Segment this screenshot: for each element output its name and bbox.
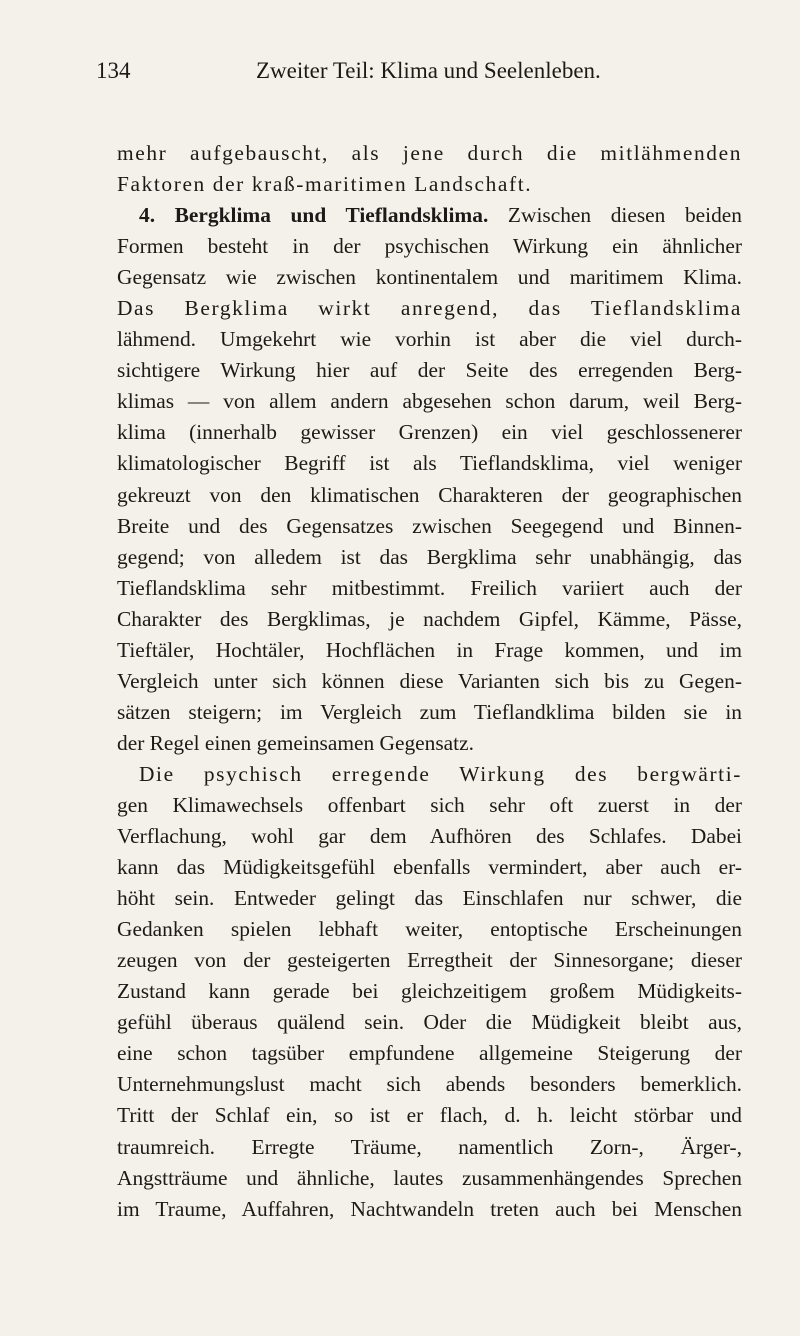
text-line: lähmend. Umgekehrt wie vorhin ist aber die viel durch-	[117, 327, 742, 352]
text-line: Charakter des Bergklimas, je nachdem Gipfel, Kämme, Pässe,	[117, 606, 742, 631]
text-line: Tritt der Schlaf ein, so ist er flach, d. h. leicht störbar und	[117, 1103, 742, 1128]
text-line: Faktoren der kraß-maritimen Landschaft.	[117, 172, 533, 197]
section-heading: 4. Bergklima und Tieflandsklima.	[139, 203, 489, 228]
page-number: 134	[96, 58, 131, 83]
text-line: höht sein. Entweder gelingt das Einschlafen nur schwer, die	[117, 886, 742, 911]
text-line: gekreuzt von den klimatischen Charakteren der geographischen	[117, 482, 742, 507]
text-line: Unternehmungslust macht sich abends besonders bemerklich.	[117, 1072, 742, 1097]
text-line: sätzen steigern; im Vergleich zum Tieflandklima bilden sie in	[117, 699, 742, 724]
text-line: gefühl überaus quälend sein. Oder die Müdigkeit bleibt aus,	[117, 1010, 742, 1035]
text-line: Tieflandsklima sehr mitbestimmt. Freilich variiert auch der	[117, 575, 742, 600]
text-line: im Traume, Auffahren, Nachtwandeln treten auch bei Menschen	[117, 1196, 742, 1221]
page-header	[96, 58, 736, 98]
text-line: gegend; von alledem ist das Bergklima sehr unabhängig, das	[117, 544, 742, 569]
text-line: Breite und des Gegensatzes zwischen Seegegend und Binnen-	[117, 513, 742, 538]
text-line: eine schon tagsüber empfundene allgemeine Steigerung der	[117, 1041, 742, 1066]
running-head: Zweiter Teil: Klima und Seelenleben.	[256, 58, 601, 83]
body-text	[117, 138, 742, 1225]
text-line: zeugen von der gesteigerten Erregtheit der Sinnesorgane; dieser	[117, 948, 742, 973]
text-line: Tieftäler, Hochtäler, Hochflächen in Frage kommen, und im	[117, 637, 742, 662]
text-line: gen Klimawechsels offenbart sich sehr oft zuerst in der	[117, 792, 742, 817]
text-line: traumreich. Erregte Träume, namentlich Zorn-, Ärger-,	[117, 1134, 742, 1159]
text-line: Zustand kann gerade bei gleichzeitigem großem Müdigkeits-	[117, 979, 742, 1004]
text-line: kann das Müdigkeitsgefühl ebenfalls vermindert, aber auch er-	[117, 855, 742, 880]
text-line: mehr aufgebauscht, als jene durch die mitlähmenden	[117, 141, 742, 165]
text-line: Die psychisch erregende Wirkung des bergwärti-	[139, 761, 742, 786]
text-line: klimas — von allem andern abgesehen schon darum, weil Berg-	[117, 389, 742, 414]
text-line: Gedanken spielen lebhaft weiter, entoptische Erscheinungen	[117, 917, 742, 942]
text-line: klima (innerhalb gewisser Grenzen) ein viel geschlossenerer	[117, 420, 742, 445]
text-line: Angstträume und ähnliche, lautes zusammenhängendes Sprechen	[117, 1165, 742, 1190]
text-line: klimatologischer Begriff ist als Tieflandsklima, viel weniger	[117, 451, 742, 476]
text-line: Verflachung, wohl gar dem Aufhören des Schlafes. Dabei	[117, 824, 742, 849]
text-line: Gegensatz wie zwischen kontinentalem und maritimem Klima.	[117, 265, 742, 290]
text-line: der Regel einen gemeinsamen Gegensatz.	[117, 730, 474, 755]
text-line: Formen besteht in der psychischen Wirkung ein ähnlicher	[117, 234, 742, 259]
section-heading-line: 4. Bergklima und Tieflandsklima. Zwischen diesen beiden	[139, 203, 742, 228]
text-line: Vergleich unter sich können diese Varianten sich bis zu Gegen-	[117, 668, 742, 693]
text-line: sichtigere Wirkung hier auf der Seite des erregenden Berg-	[117, 358, 742, 383]
text-line: Das Bergklima wirkt anregend, das Tieflandsklima	[117, 296, 742, 321]
